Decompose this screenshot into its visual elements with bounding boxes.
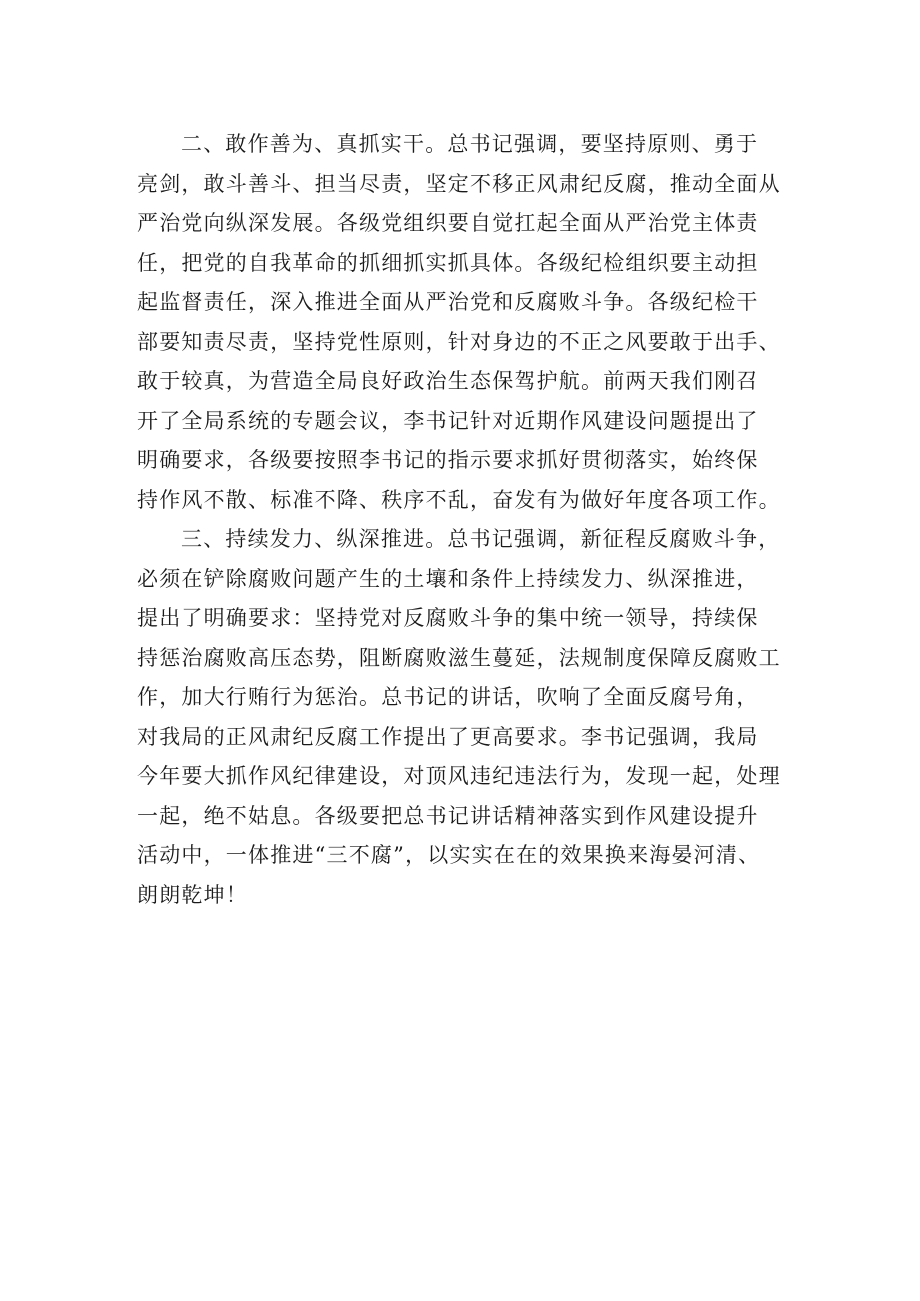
text-line: 朗朗乾坤！ — [137, 882, 248, 907]
text-line: 部要知责尽责，坚持党性原则，针对身边的不正之风要敢于出手、 — [137, 329, 781, 354]
text-line: 提出了明确要求：坚持党对反腐败斗争的集中统一领导，持续保 — [137, 606, 759, 630]
text-line: 活动中，一体推进“三不腐”，以实实在在的效果换来海晏河清、 — [137, 843, 761, 867]
text-line: 严治党向纵深发展。各级党组织要自觉扛起全面从严治党主体责 — [137, 211, 759, 235]
text-line: 持惩治腐败高压态势，阻断腐败滋生蔓延，法规制度保障反腐败工 — [137, 645, 781, 670]
text-line: 作，加大行贿行为惩治。总书记的讲话，吹响了全面反腐号角， — [137, 685, 759, 709]
text-line: 一起，绝不姑息。各级要把总书记讲话精神落实到作风建设提升 — [137, 803, 759, 828]
text-line: 亮剑，敢斗善斗、担当尽责，坚定不移正风肃纪反腐，推动全面从 — [137, 171, 781, 196]
text-line: 必须在铲除腐败问题产生的土壤和条件上持续发力、纵深推进， — [137, 566, 759, 591]
text-line: 今年要大抓作风纪律建设，对顶风违纪违法行为，发现一起，处理 — [137, 764, 781, 788]
text-line: 开了全局系统的专题会议，李书记针对近期作风建设问题提出了 — [137, 408, 759, 433]
text-line: 任，把党的自我革命的抓细抓实抓具体。各级纪检组织要主动担 — [137, 250, 759, 275]
paragraph-3-heading-line: 三、持续发力、纵深推进。总书记强调，新征程反腐败斗争， — [181, 527, 781, 551]
text-line: 持作风不散、标准不降、秩序不乱，奋发有为做好年度各项工作。 — [137, 487, 781, 512]
text-line: 明确要求，各级要按照李书记的指示要求抓好贯彻落实，始终保 — [137, 448, 759, 472]
text-line: 起监督责任，深入推进全面从严治党和反腐败斗争。各级纪检干 — [137, 290, 759, 314]
text-line: 敢于较真，为营造全局良好政治生态保驾护航。前两天我们刚召 — [137, 369, 759, 393]
text-line: 对我局的正风肃纪反腐工作提出了更高要求。李书记强调，我局 — [137, 724, 759, 749]
document-body — [137, 125, 807, 915]
paragraph-2-heading-line: 二、敢作善为、真抓实干。总书记强调，要坚持原则、勇于 — [181, 132, 759, 156]
